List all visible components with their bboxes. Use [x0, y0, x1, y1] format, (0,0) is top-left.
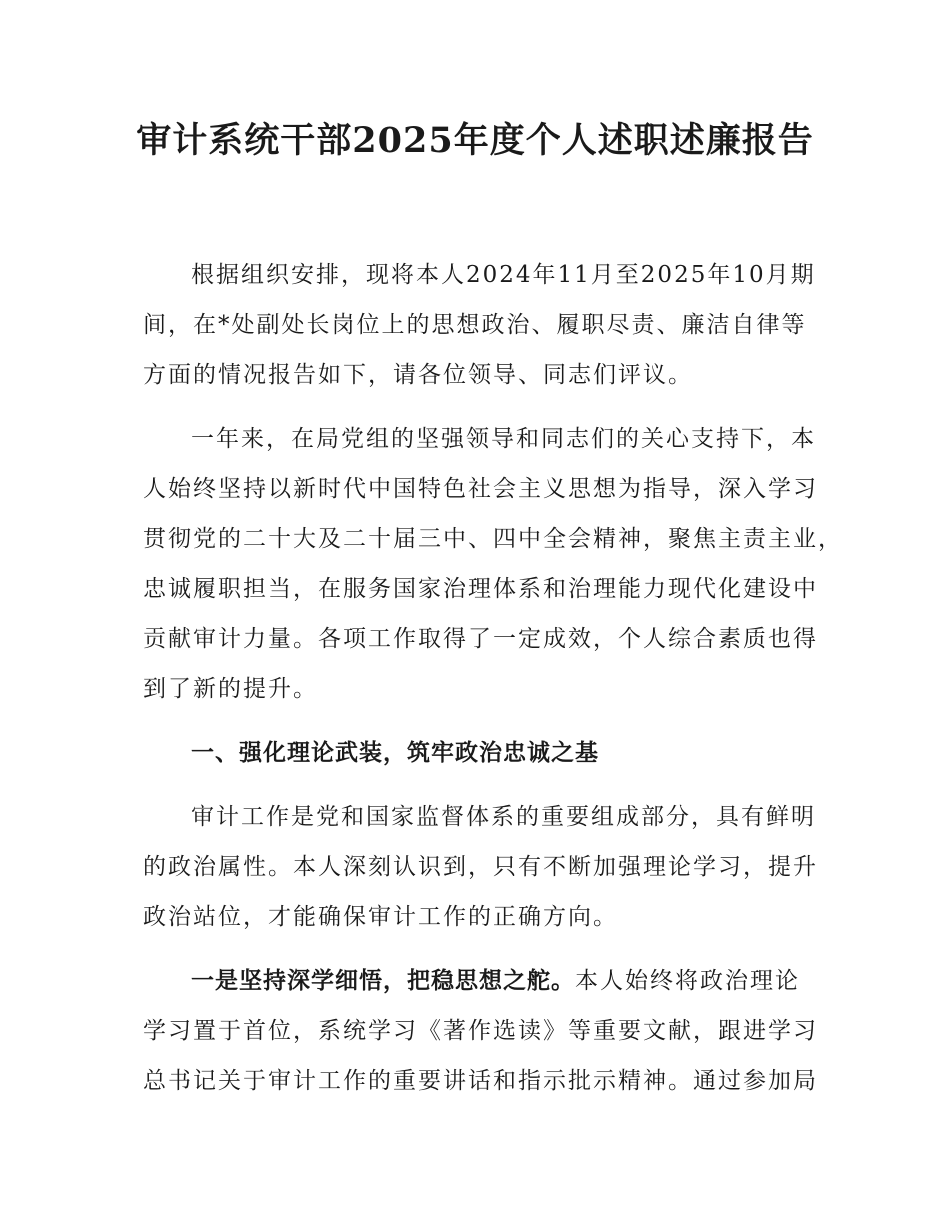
paragraph-line: 忠诚履职担当，在服务国家治理体系和治理能力现代化建设中 — [143, 576, 818, 602]
paragraph-line: 到了新的提升。 — [143, 676, 318, 702]
document-title: 审计系统干部2025年度个人述职述廉报告 — [136, 120, 814, 161]
paragraph-line — [143, 956, 813, 1006]
paragraph-line: 间，在*处副处长岗位上的思想政治、履职尽责、廉洁自律等 — [143, 312, 807, 338]
paragraph-line: 的政治属性。本人深刻认识到，只有不断加强理论学习，提升 — [143, 854, 818, 880]
paragraph-line: 审计工作是党和国家监督体系的重要组成部分，具有鲜明 — [191, 804, 816, 830]
paragraph-line: 方面的情况报告如下，请各位领导、同志们评议。 — [143, 362, 693, 388]
paragraph-line: 人始终坚持以新时代中国特色社会主义思想为指导，深入学习 — [143, 476, 818, 502]
paragraph-point-one — [143, 956, 818, 1106]
point-text: 本人始终将政治理论 — [575, 968, 800, 994]
section-heading: 一、强化理论武装，筑牢政治忠诚之基 — [191, 740, 599, 766]
paragraph-line: 根据组织安排，现将本人2024年11月至2025年10月期 — [191, 262, 816, 288]
paragraph-overview — [143, 414, 843, 714]
paragraph-line: 贡献审计力量。各项工作取得了一定成效，个人综合素质也得 — [143, 626, 818, 652]
document-body — [143, 250, 843, 1106]
paragraph-line: 总书记关于审计工作的重要讲话和指示批示精神。通过参加局 — [143, 1068, 818, 1094]
paragraph-intro — [143, 250, 816, 400]
paragraph-line: 学习置于首位，系统学习《著作选读》等重要文献，跟进学习 — [143, 1018, 818, 1044]
paragraph-line: 政治站位，才能确保审计工作的正确方向。 — [143, 904, 618, 930]
paragraph-line: 一年来，在局党组的坚强领导和同志们的关心支持下，本 — [191, 426, 816, 452]
paragraph-section-intro — [143, 792, 818, 942]
paragraph-line: 贯彻党的二十大及二十届三中、四中全会精神，聚焦主责主业， — [143, 526, 843, 552]
point-lead: 一是坚持深学细悟，把稳思想之舵。 — [191, 968, 575, 994]
